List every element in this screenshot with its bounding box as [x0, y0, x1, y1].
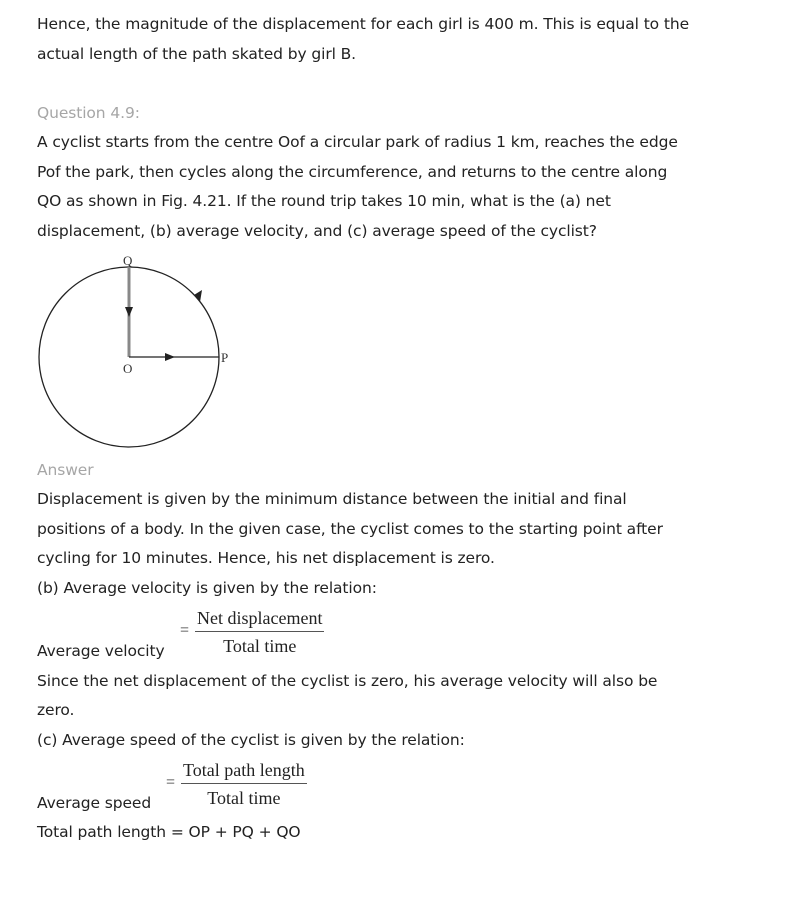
answer-text-line: zero. — [37, 701, 75, 719]
answer-text-line: cycling for 10 minutes. Hence, his net displacement is zero. — [37, 549, 495, 567]
text-line: actual length of the path skated by girl B. — [37, 45, 356, 63]
label-q: Q — [123, 253, 133, 268]
fraction — [181, 760, 307, 809]
answer-text-line: Displacement is given by the minimum distance between the initial and final — [37, 490, 627, 508]
fraction-numerator: Total path length — [181, 760, 307, 784]
arrow-down-icon — [125, 307, 133, 317]
question-label: Question 4.9: — [37, 104, 140, 122]
fraction-numerator: Net displacement — [195, 608, 324, 632]
fraction — [195, 608, 324, 657]
formula-lhs: Average velocity — [37, 642, 165, 660]
equals-sign: = — [166, 774, 176, 791]
equals-sign: = — [180, 622, 190, 639]
answer-text-line: (b) Average velocity is given by the relation: — [37, 579, 377, 597]
question-text-line: A cyclist starts from the centre Oof a circular park of radius 1 km, reaches the edge — [37, 133, 678, 151]
formula-lhs: Average speed — [37, 794, 152, 812]
label-p: P — [221, 350, 229, 365]
text-line: Hence, the magnitude of the displacement for each girl is 400 m. This is equal to the — [37, 15, 690, 33]
answer-text-line: Since the net displacement of the cyclist is zero, his average velocity will also be — [37, 672, 658, 690]
answer-text-line: Total path length = OP + PQ + QO — [37, 823, 301, 841]
question-text-line: QO as shown in Fig. 4.21. If the round trip takes 10 min, what is the (a) net — [37, 192, 611, 210]
fraction-denominator: Total time — [207, 788, 281, 808]
answer-text-line: positions of a body. In the given case, the cyclist comes to the starting point after — [37, 520, 663, 538]
question-text-line: Pof the park, then cycles along the circumference, and returns to the centre along — [37, 163, 668, 181]
question-text-line: displacement, (b) average velocity, and (c) average speed of the cyclist? — [37, 222, 597, 240]
answer-text-line: (c) Average speed of the cyclist is given by the relation: — [37, 731, 465, 749]
arrow-right-icon — [165, 353, 175, 361]
circular-park-figure — [30, 250, 250, 455]
answer-label: Answer — [37, 461, 94, 479]
label-o: O — [123, 361, 133, 376]
fraction-denominator: Total time — [223, 636, 297, 656]
